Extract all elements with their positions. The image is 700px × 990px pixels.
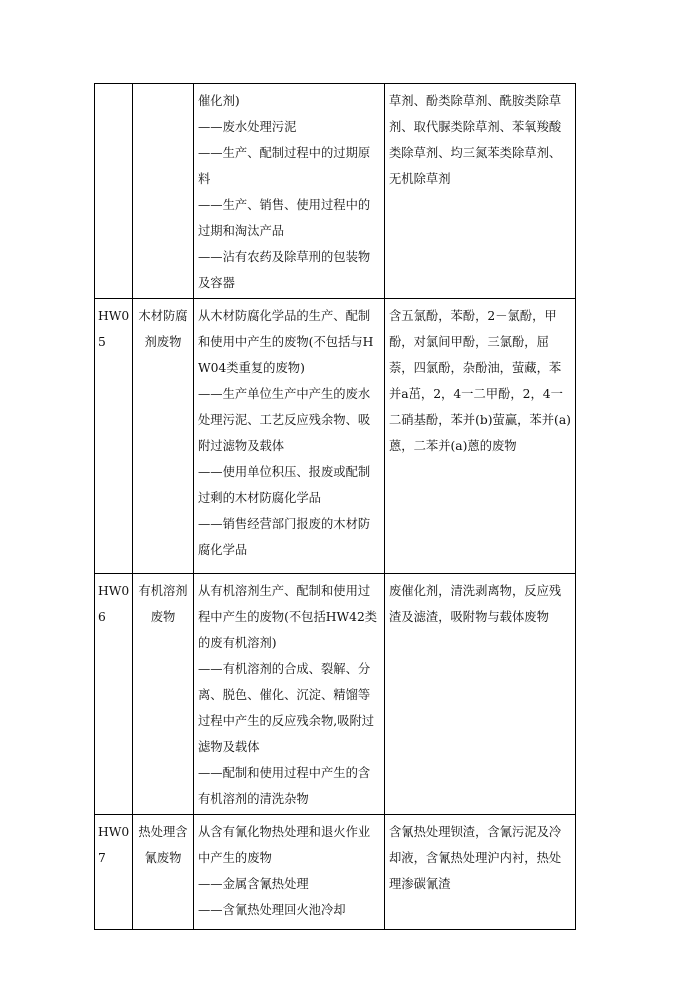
source-line: ——生产、销售、使用过程中的过期和淘汰产品: [198, 198, 371, 238]
waste-category-cell: 木材防腐剂废物: [133, 299, 194, 574]
waste-source-cell: [194, 299, 385, 574]
waste-category-cell: 有机溶剂废物: [133, 574, 194, 815]
table-row: [95, 84, 576, 299]
waste-category-cell: [133, 84, 194, 299]
table-row: [95, 574, 576, 815]
source-line: 从有机溶剂生产、配制和使用过程中产生的废物(不包括HW42类的废有机溶剂): [198, 584, 378, 650]
source-line: ——生产单位生产中产生的废水处理污泥、工艺反应残余物、吸附过滤物及载体: [198, 387, 371, 453]
source-line: ——沾有农药及除草刑的包装物及容器: [198, 250, 371, 290]
source-line: ——有机溶剂的合成、裂解、分离、脱色、催化、沉淀、精馏等过程中产生的反应残余物,吸附过滤物及载体: [198, 662, 375, 754]
waste-source-cell: [194, 815, 385, 930]
hazard-component-cell: 含五氯酚，苯酚，2－氯酚，甲酚，对氯间甲酚，三氯酚，屈萘，四氯酚，杂酚油，萤藏，苯并a茁，2，4一二甲酚，2，4一二硝基酚，苯并(b)萤赢，苯并(a)蒽，二苯并(a)蒽的废物: [385, 299, 576, 574]
source-line: ——配制和使用过程中产生的含有机溶剂的清洗杂物: [198, 766, 371, 806]
hazard-component-cell: 含氰热处理钡渣，含氰污泥及冷却液，含氰热处理沪内衬，热处理渗碳氰渣: [385, 815, 576, 930]
table-row: [95, 299, 576, 574]
source-line: ——金属含氰热处理: [198, 877, 309, 891]
source-line: 从含有氰化物热处理和退火作业中产生的废物: [198, 825, 371, 865]
hazard-component-cell: 废催化剂，清洗剥离物，反应残渣及滤渣，吸附物与载体废物: [385, 574, 576, 815]
waste-code-cell: HW05: [95, 299, 133, 574]
waste-code-cell: HW07: [95, 815, 133, 930]
source-line: 催化剂): [198, 94, 240, 108]
source-line: ——使用单位积压、报废或配制过剩的木材防腐化学品: [198, 465, 371, 505]
hazard-component-cell: 草剂、酚类除草剂、酰胺类除草剂、取代脲类除草剂、苯氧羧酸类除草剂、均三氮苯类除草剂、无机除草剂: [385, 84, 576, 299]
waste-source-cell: [194, 574, 385, 815]
waste-code-cell: [95, 84, 133, 299]
source-line: ——废水处理污泥: [198, 120, 297, 134]
source-line: 从木材防腐化学品的生产、配制和使用中产生的废物(不包括与HW04类重复的废物): [198, 309, 374, 375]
source-line: ——含氰热处理回火池冷却: [198, 903, 346, 917]
waste-source-cell: [194, 84, 385, 299]
hazardous-waste-table: [94, 83, 576, 930]
source-line: ——生产、配制过程中的过期原料: [198, 146, 371, 186]
source-line: ——销售经营部门报废的木材防腐化学品: [198, 517, 371, 557]
waste-category-cell: 热处理含氰废物: [133, 815, 194, 930]
waste-code-cell: HW06: [95, 574, 133, 815]
table-row: [95, 815, 576, 930]
